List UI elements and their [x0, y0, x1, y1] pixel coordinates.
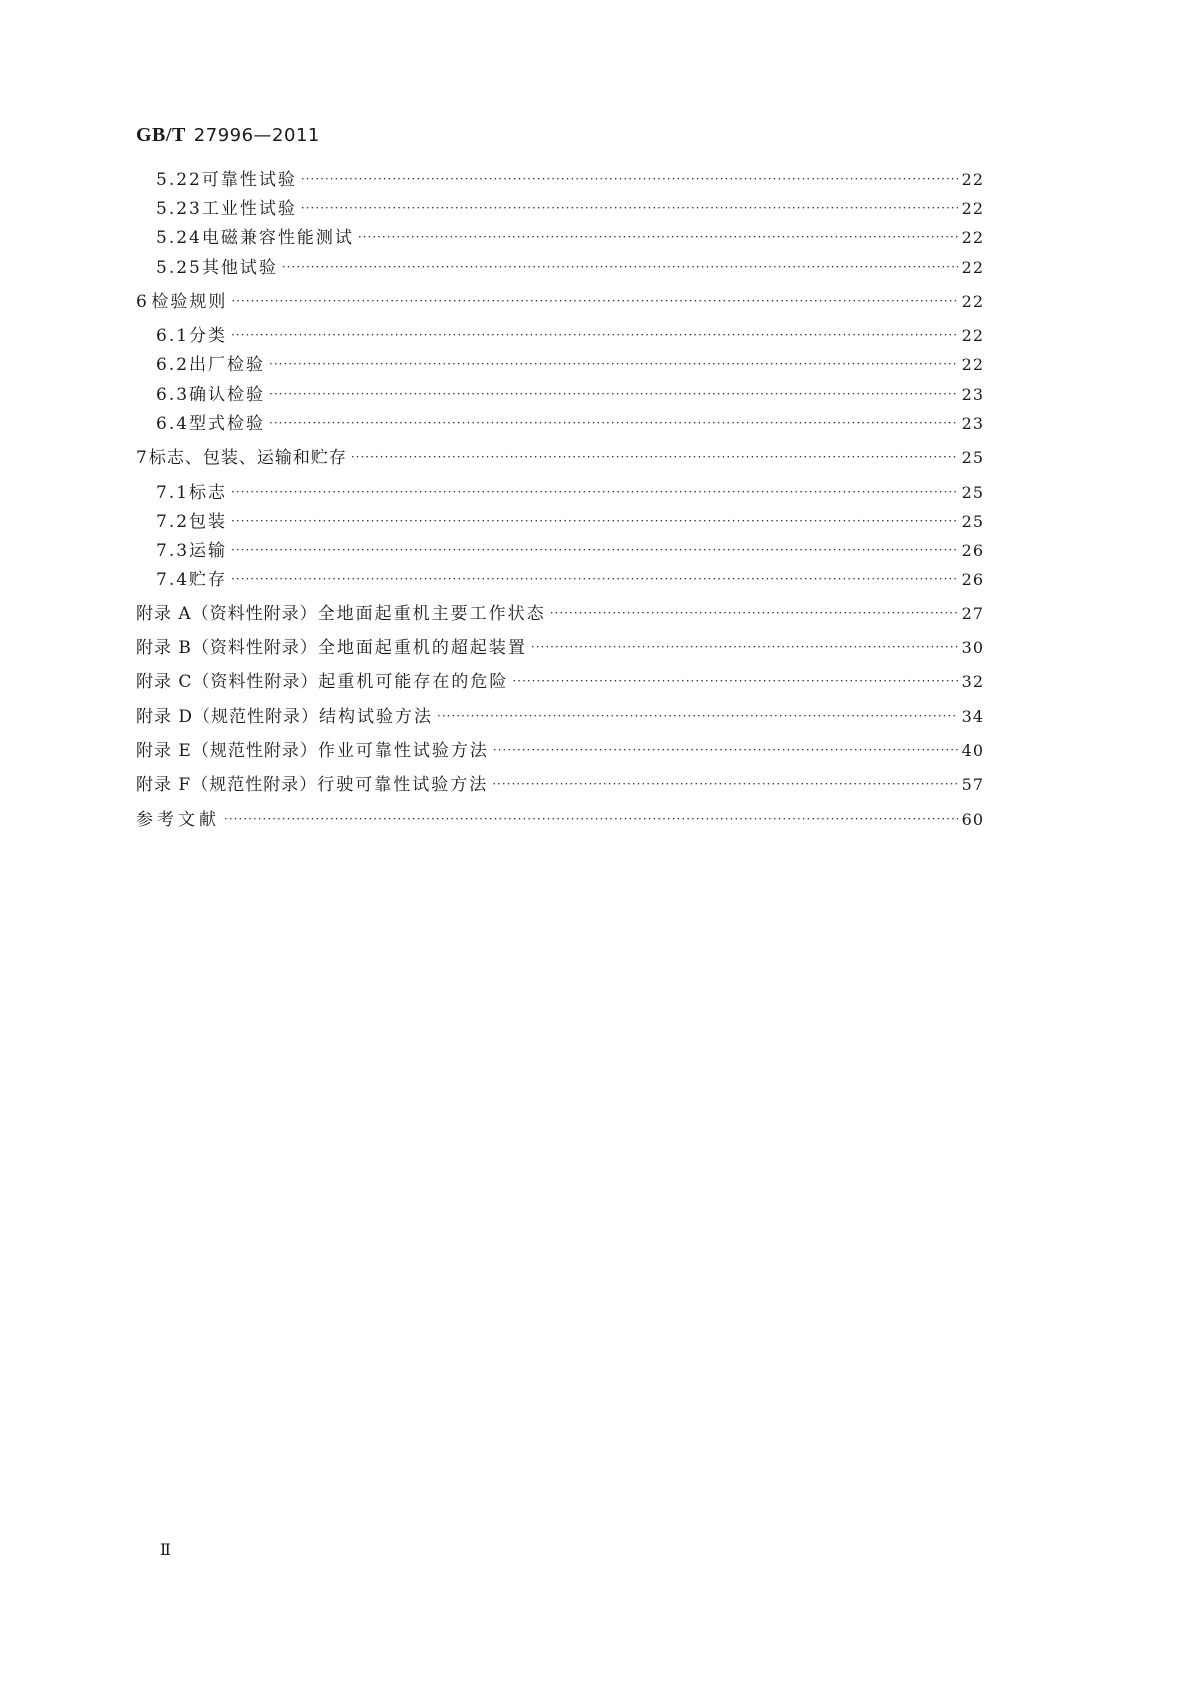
toc-entry-page: 22 [961, 326, 984, 345]
toc-leader-dots [231, 289, 957, 313]
toc-entry-page: 22 [961, 170, 984, 189]
toc-entry-page: 23 [961, 414, 984, 433]
standard-number: 27996—2011 [193, 125, 320, 146]
toc-entry-page: 25 [961, 448, 984, 467]
toc-entry[interactable] [156, 539, 984, 563]
toc-entry-title: 工业性试验 [201, 199, 297, 219]
toc-entry-number: 6.3 [156, 385, 190, 405]
toc-entry-title: 确认检验 [189, 385, 266, 405]
toc-entry-title: 可靠性试验 [201, 170, 297, 190]
toc-entry-page: 22 [961, 258, 984, 277]
toc-entry-page: 30 [961, 638, 984, 657]
toc-entry-title: 包装 [189, 512, 228, 532]
toc-leader-dots [550, 601, 958, 625]
toc-appendix-label: 附录 D（规范性附录） [136, 707, 320, 727]
toc-entry-page: 40 [961, 741, 984, 760]
toc-entry-number: 5.24 [156, 228, 202, 248]
toc-leader-dots [358, 225, 958, 249]
toc-entry-title: 全地面起重机主要工作状态 [317, 604, 546, 624]
toc-entry-appendix[interactable] [136, 636, 984, 660]
toc-entry-number: 5.23 [156, 199, 202, 219]
toc-entry-number: 7.2 [156, 512, 190, 532]
toc-entry-title: 结构试验方法 [319, 707, 434, 727]
toc-entry-page: 26 [961, 541, 984, 560]
toc-entry-page: 22 [961, 228, 984, 247]
toc-entry-title: 标志 [189, 483, 228, 503]
toc-entry-appendix[interactable] [136, 670, 984, 694]
toc-leader-dots [231, 509, 958, 533]
toc-leader-dots [301, 167, 958, 191]
toc-leader-dots [269, 352, 958, 376]
toc-entry-title: 标志、包装、运输和贮存 [148, 448, 347, 468]
toc-entry-number: 6.2 [156, 355, 190, 375]
toc-entry-appendix[interactable] [136, 773, 984, 797]
toc-entry-title: 贮存 [189, 570, 228, 590]
toc-leader-dots [231, 480, 958, 504]
toc-entry-number: 7.3 [156, 541, 190, 561]
toc-entry-page: 22 [961, 199, 984, 218]
toc-appendix-label: 附录 A（资料性附录） [136, 604, 318, 624]
toc-entry[interactable] [156, 412, 984, 436]
toc-entry[interactable] [156, 510, 984, 534]
toc-entry[interactable] [136, 446, 984, 470]
toc-leader-dots [301, 196, 958, 220]
toc-entry-number: 6.4 [156, 414, 190, 434]
toc-appendix-label: 附录 C（资料性附录） [136, 672, 319, 692]
toc-leader-dots [531, 635, 958, 659]
toc-entry-title: 型式检验 [189, 414, 266, 434]
toc-leader-dots [269, 382, 958, 406]
toc-leader-dots [231, 538, 958, 562]
toc-entry-title: 其他试验 [201, 258, 278, 278]
toc-entry-page: 32 [961, 672, 984, 691]
toc-entry[interactable] [156, 353, 984, 377]
toc-leader-dots [437, 704, 958, 728]
toc-entry-number: 5.25 [156, 258, 202, 278]
toc-leader-dots [231, 567, 958, 591]
toc-entry-title: 行驶可靠性试验方法 [317, 775, 489, 795]
toc-entry-page: 22 [961, 355, 984, 374]
toc-entry[interactable] [156, 226, 984, 250]
toc-entry[interactable] [156, 568, 984, 592]
toc-entry-number: 7.1 [156, 483, 190, 503]
toc-entry-title: 起重机可能存在的危险 [318, 672, 509, 692]
toc-entry-title: 参考文献 [136, 810, 220, 830]
toc-entry[interactable] [156, 383, 984, 407]
toc-entry-title: 运输 [189, 541, 228, 561]
toc-entry-page: 25 [961, 512, 984, 531]
toc-leader-dots [269, 411, 958, 435]
toc-leader-dots [282, 255, 958, 279]
toc-entry-number: 7 [136, 448, 149, 468]
toc-leader-dots [512, 669, 957, 693]
toc-entry-number: 6 [136, 292, 149, 312]
toc-entry-page: 25 [961, 483, 984, 502]
toc-entry-title: 出厂检验 [189, 355, 266, 375]
standard-code: GB/T [136, 124, 186, 146]
toc-entry-number: 5.22 [156, 170, 202, 190]
toc-leader-dots [224, 807, 958, 831]
toc-entry-page: 26 [961, 570, 984, 589]
toc-entry-appendix[interactable] [136, 739, 984, 763]
toc-leader-dots [492, 772, 957, 796]
toc-entry-references[interactable] [136, 808, 984, 832]
toc-entry-page: 27 [961, 604, 984, 623]
toc-entry[interactable] [156, 324, 984, 348]
toc-entry[interactable] [156, 481, 984, 505]
toc-leader-dots [351, 445, 958, 469]
toc-entry-title: 全地面起重机的超起装置 [317, 638, 527, 658]
toc-entry-title: 电磁兼容性能测试 [201, 228, 354, 248]
toc-entry-page: 22 [961, 292, 984, 311]
toc-entry-page: 60 [961, 810, 984, 829]
toc-entry-appendix[interactable] [136, 602, 984, 626]
toc-entry[interactable] [136, 290, 984, 314]
toc-entry-number: 7.4 [156, 570, 190, 590]
toc-appendix-label: 附录 E（规范性附录） [136, 741, 318, 761]
toc-entry-page: 34 [961, 707, 984, 726]
toc-entry-appendix[interactable] [136, 705, 984, 729]
toc-entry[interactable] [156, 256, 984, 280]
page-number: Ⅱ [160, 1540, 171, 1559]
toc-entry-title: 检验规则 [151, 292, 228, 312]
toc-entry-page: 57 [961, 775, 984, 794]
toc-appendix-label: 附录 F（规范性附录） [136, 775, 318, 795]
toc-entry-number: 6.1 [156, 326, 190, 346]
toc-leader-dots [493, 738, 958, 762]
toc-entry-page: 23 [961, 385, 984, 404]
toc-entry[interactable] [156, 168, 984, 192]
toc-entry-title: 作业可靠性试验方法 [317, 741, 489, 761]
toc-appendix-label: 附录 B（资料性附录） [136, 638, 318, 658]
toc-leader-dots [231, 323, 958, 347]
toc-entry-title: 分类 [189, 326, 228, 346]
toc-entry[interactable] [156, 197, 984, 221]
